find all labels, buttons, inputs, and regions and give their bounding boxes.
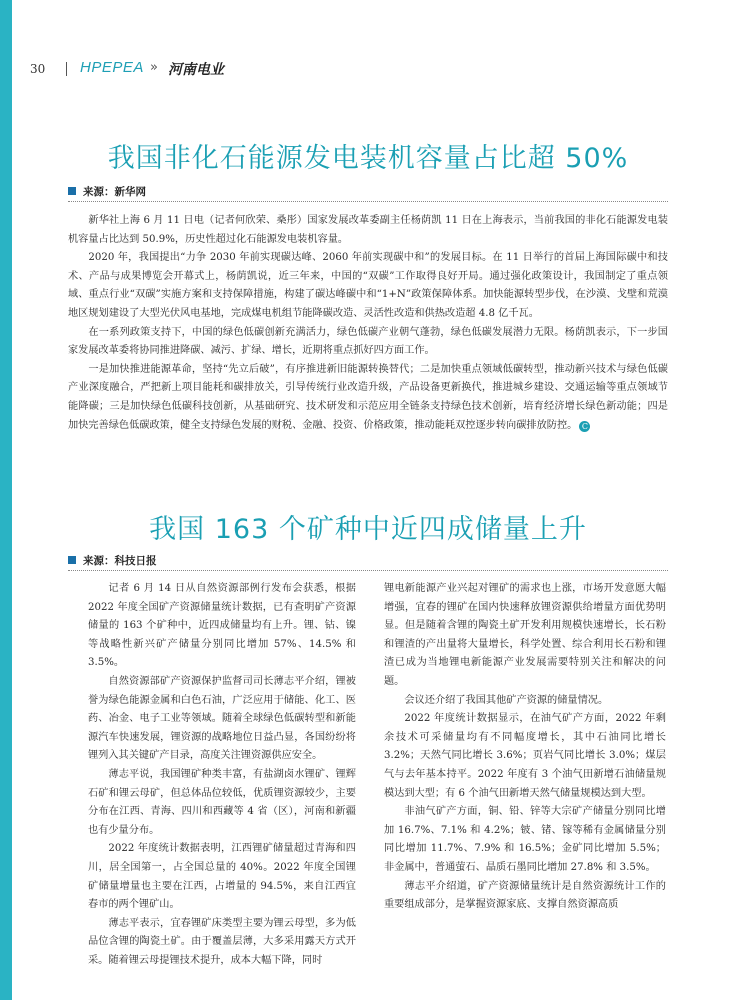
article-1-body bbox=[68, 212, 668, 435]
article-2-paragraph: 自然资源部矿产资源保护监督司司长薄志平介绍，锂被誉为绿色能源金属和白色石油，广泛应用于储能、化工、医药、冶金、电子工业等领域。随着全球绿色低碳转型和新能源汽车快速发展，锂资源的战略地位日益凸显，各国纷纷将锂列入其关键矿产目录，高度关注锂资源供应安全。 bbox=[88, 675, 356, 762]
article-2-paragraph: 薄志平表示，宜春锂矿床类型主要为锂云母型，多为低品位含锂的陶瓷土矿。由于覆盖层薄，大多采用露天方式开采。随着锂云母提锂技术提升，成本大幅下降，同时 bbox=[88, 917, 356, 966]
page-number: 30 bbox=[30, 62, 46, 76]
source-square-icon bbox=[68, 556, 76, 564]
magazine-name: 河南电业 bbox=[168, 62, 224, 78]
article-2-left-column bbox=[88, 580, 356, 970]
article-1-paragraph: 2020 年，我国提出“力争 2030 年前实现碳达峰、2060 年前实现碳中和”的发展目标。在 11 日举行的首届上海国际碳中和技术、产品与成果博览会开幕式上，杨荫凯说，近三年来，中国的“双碳”工作取得良好开局。通过强化政策设计，我国制定了重点领域、重点行业“双碳”实施方案和支持保障措施，构建了碳达峰碳中和“1+N”政策保障体系。加快能源转型步伐，在沙漠、戈壁和荒漠地区规划建设了大型光伏风电基地，完成煤电机组节能降碳改造、灵活性改造和供热改造超 4.8 亿千瓦。 bbox=[68, 252, 668, 319]
article-2-source-text: 来源：科技日报 bbox=[83, 555, 157, 567]
article-2-paragraph: 薄志平说，我国锂矿种类丰富，有盐湖卤水锂矿、锂辉石矿和锂云母矿，但总体品位较低，优质锂资源较少，主要分布在江西、青海、四川和西藏等 4 省（区），河南和新疆也有少量分布。 bbox=[88, 768, 356, 836]
source-square-icon bbox=[68, 187, 76, 195]
article-1-paragraph-last bbox=[68, 361, 668, 435]
article-1-title: 我国非化石能源发电装机容量占比超 50% bbox=[107, 143, 629, 174]
article-2-source bbox=[68, 553, 157, 568]
article-1-paragraph-text: 一是加快推进能源革命，坚持“先立后破”，有序推进新旧能源转换替代；二是加快重点领域低碳转型，推动新兴技术与绿色低碳产业深度融合，严把新上项目能耗和碳排放关，引导传统行业改造升级，产品设备更新换代，推进城乡建设、交通运输等重点领域节能降碳；三是加快绿色低碳科技创新，从基础研究、技术研发和示范应用全链条支持绿色技术创新，培育经济增长绿色新动能；四是加快完善绿色低碳政策，健全支持绿色发展的财税、金融、投资、价格政策，推动能耗双控逐步转向碳排放防控。 bbox=[68, 363, 668, 431]
article-1-paragraph: 在一系列政策支持下，中国的绿色低碳创新充满活力，绿色低碳产业朝气蓬勃，绿色低碳发展潜力无限。杨荫凯表示，下一步国家发展改革委将协同推进降碳、减污、扩绿、增长，近期将重点抓好四方面工作。 bbox=[68, 326, 668, 357]
dotted-divider bbox=[68, 201, 668, 202]
article-2-paragraph: 薄志平介绍道，矿产资源储量统计是自然资源统计工作的重要组成部分，是掌握资源家底、支撑自然资源高质 bbox=[384, 880, 666, 911]
brand-logo-text: HPEPEA bbox=[80, 59, 144, 76]
article-2-paragraph: 2022 年度统计数据表明，江西锂矿储量超过青海和四川，居全国第一，占全国总量的 40%。2022 年度全国锂矿储量增量也主要在江西，占增量的 94.5%，来自江西宜春市的两个锂矿山。 bbox=[88, 843, 356, 911]
article-2-right-column bbox=[384, 580, 666, 915]
article-2-title: 我国 163 个矿种中近四成储量上升 bbox=[149, 514, 587, 545]
article-1-source-text: 来源：新华网 bbox=[83, 186, 146, 198]
article-1-source bbox=[68, 184, 146, 199]
chevron-right-icon: » bbox=[150, 60, 158, 75]
article-2-paragraph: 2022 年度统计数据显示，在油气矿产方面，2022 年剩余技术可采储量均有不同幅度增长，其中石油同比增长 3.2%；天然气同比增长 3.6%；页岩气同比增长 3.0%；煤层气与去年基本持平。2022 年度有 3 个油气田新增石油储量规模达到大型；有 6 个油气田新增天然气储量规模达到大型。 bbox=[384, 713, 666, 799]
article-2-paragraph: 非油气矿产方面，铜、铅、锌等大宗矿产储量分别同比增加 16.7%、7.1% 和 4.2%；铍、锗、镓等稀有金属储量分别同比增加 11.7%、7.9% 和 16.5%；金矿同比增加 5.5%；非金属中，普通萤石、晶质石墨同比增加 27.8% 和 3.5%。 bbox=[384, 806, 666, 873]
article-2-paragraph: 记者 6 月 14 日从自然资源部例行发布会获悉，根据 2022 年度全国矿产资源储量统计数据，已有查明矿产资源储量的 163 个矿种中，近四成储量均有上升。锂、钴、镍等战略性新兴矿产储量分别同比增加 57%、14.5% 和 3.5%。 bbox=[88, 583, 356, 669]
article-1-paragraph: 新华社上海 6 月 11 日电（记者何欣荣、桑彤）国家发展改革委副主任杨荫凯 11 日在上海表示，当前我国的非化石能源发电装机容量占比达到 50.9%，历史性超过化石能源发电装机容量。 bbox=[68, 215, 668, 245]
article-2-paragraph: 会议还介绍了我国其他矿产资源的储量情况。 bbox=[404, 694, 609, 706]
dotted-divider bbox=[68, 570, 668, 571]
end-mark-icon: C bbox=[579, 421, 590, 432]
header-divider bbox=[66, 62, 67, 76]
article-2-paragraph-continued: 锂电新能源产业兴起对锂矿的需求也上涨，市场开发意愿大幅增强，宜春的锂矿在国内快速释放锂资源供给增量方面优势明显。但是随着含锂的陶瓷土矿开发利用规模快速增长，长石粉和锂渣的产出量将大量增长，科学处置、综合利用长石粉和锂渣已成为当地锂电新能源产业发展需要特别关注和解决的问题。 bbox=[384, 583, 666, 687]
